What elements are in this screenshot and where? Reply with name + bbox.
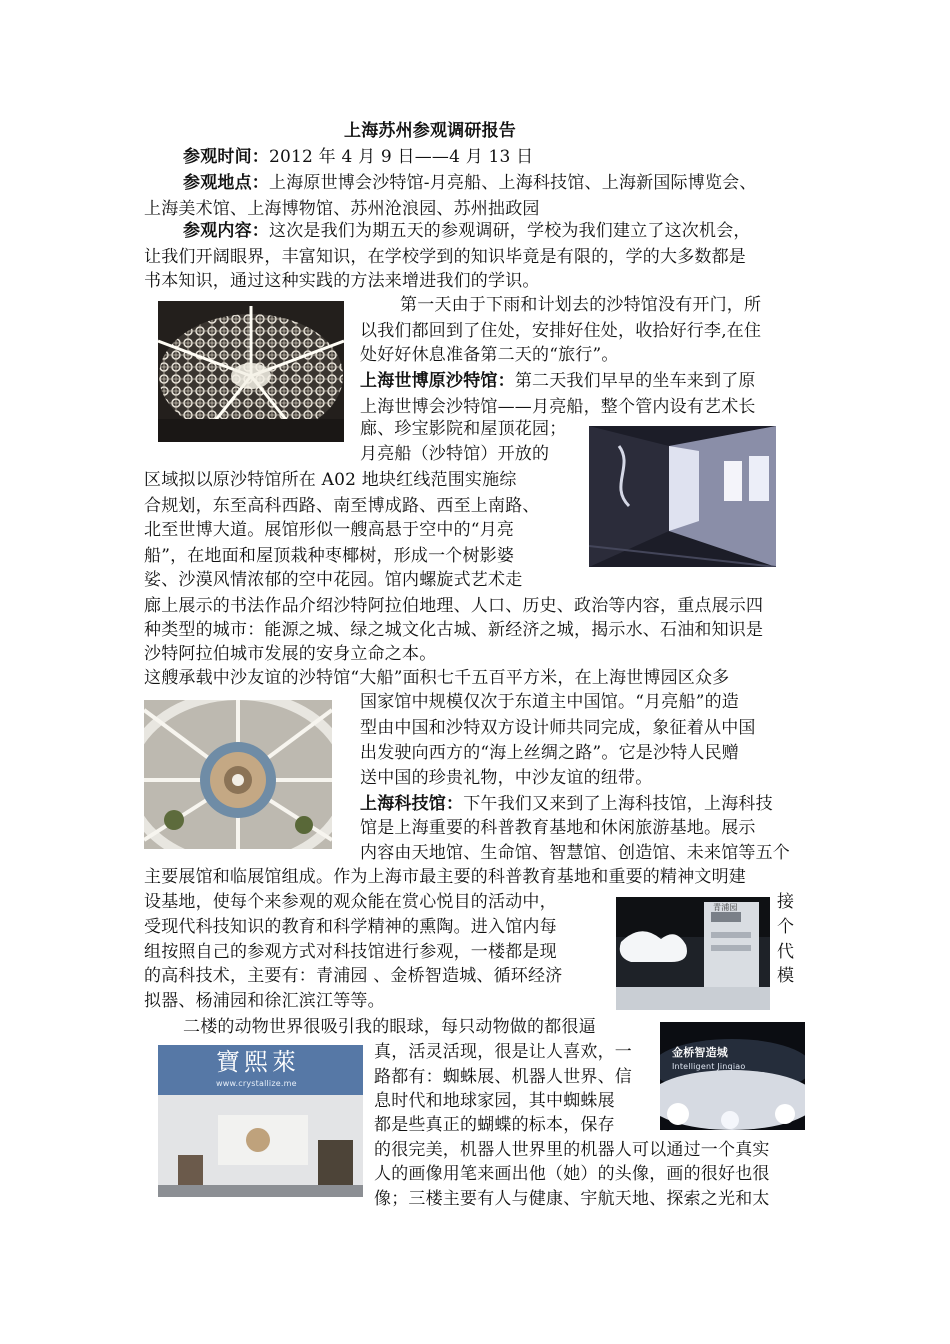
visit-place-text1: 上海原世博会沙特馆-月亮船、上海科技馆、上海新国际博览会、 [269,173,757,193]
floor2-line3: 路都有：蜘蛛展、机器人世界、信 [374,1067,632,1087]
science-right-char-4: 模 [777,966,795,986]
visit-content-label: 参观内容： [183,221,269,241]
page-title: 上海苏州参观调研报告 [344,121,516,141]
science-right-char-1: 接 [777,892,795,912]
science-line1 [360,791,773,817]
science-line5: 设基地，使每个来参观的观众能在赏心悦目的活动中， [144,892,557,912]
saudi-line15: 型由中国和沙特双方设计师共同完成，象征着从中国 [360,718,756,738]
science-line3: 内容由天地馆、生命馆、智慧馆、创造馆、未来馆等五个 [360,843,790,863]
saudi-line17: 送中国的珍贵礼物，中沙友谊的纽带。 [360,768,653,788]
saudi-line8: 船”，在地面和屋顶栽种枣椰树，形成一个树影婆 [144,546,515,566]
visit-place-label: 参观地点： [183,173,269,193]
saudi-line3: 廊、珍宝影院和屋顶花园； [360,419,567,439]
saudi-line2: 上海世博会沙特馆——月亮船，整个管内设有艺术长 [360,397,756,417]
visit-time-label: 参观时间： [183,147,269,167]
floor2-line4: 息时代和地球家园，其中蜘蛛展 [374,1091,615,1111]
fountain-courtyard-photo [144,700,332,849]
saudi-line11: 种类型的城市：能源之城、绿之城文化古城、新经济之城，揭示水、石油和知识是 [144,620,764,640]
city-exhibit-sign: 金桥智造城 [672,1046,728,1059]
floor2-line7: 人的画像用笔来画出他（她）的头像，画的很好也很 [374,1164,770,1184]
saudi-line7: 北至世博大道。展馆形似一艘高悬于空中的“月亮 [144,520,515,540]
visit-time-line [183,144,533,170]
visit-content-line3: 书本知识，通过这种实践的方法来增进我们的学识。 [144,271,540,291]
booth-photo [158,1045,363,1197]
science-right-char-3: 代 [777,942,795,962]
saudi-line6: 合规划，东至高科西路、南至博成路、西至上南路、 [144,496,540,516]
day1-line1: 第一天由于下雨和计划去的沙特馆没有开门，所 [400,295,762,315]
science-text1: 下午我们又来到了上海科技馆，上海科技 [463,794,773,814]
science-line2: 馆是上海重要的科普教育基地和休闲旅游基地。展示 [360,818,756,838]
visit-content-line2: 让我们开阔眼界，丰富知识，在学校学到的知识毕竟是有限的，学的大多数都是 [144,247,746,267]
day1-line3: 处好好休息准备第二天的“旅行”。 [360,345,619,365]
floor2-line2: 真，活灵活现，很是让人喜欢，一 [374,1042,632,1062]
visit-content-line1 [183,218,751,244]
saudi-line12: 沙特阿拉伯城市发展的安身立命之本。 [144,644,437,664]
corridor-photo [589,426,776,567]
science-line6: 受现代科技知识的教育和科学精神的熏陶。进入馆内每 [144,917,557,937]
saudi-label: 上海世博原沙特馆： [360,371,515,391]
science-line9: 拟器、杨浦园和徐汇滨江等等。 [144,991,385,1011]
science-line7: 组按照自己的参观方式对科技馆进行参观，一楼都是现 [144,942,557,962]
floor2-line1: 二楼的动物世界很吸引我的眼球，每只动物做的都很逼 [183,1017,596,1037]
day1-line2: 以我们都回到了住处，安排好住处，收拾好行李,在住 [360,321,762,341]
visit-time-value: 2012 年 4 月 9 日——4 月 13 日 [269,147,534,167]
saudi-line13: 这艘承载中沙友谊的沙特馆“大船”面积七千五百平方米，在上海世博园区众多 [144,668,730,688]
saudi-line14: 国家馆中规模仅次于东道主中国馆。“月亮船”的造 [360,692,739,712]
saudi-text1: 第二天我们早早的坐车来到了原 [514,371,756,391]
visit-place-line2: 上海美术馆、上海博物馆、苏州沧浪园、苏州拙政园 [144,199,540,219]
city-exhibit-sign-en: Intelligent Jinqiao [672,1062,746,1071]
saudi-line1 [360,368,756,394]
saudi-line4: 月亮船（沙特馆）开放的 [360,444,550,464]
floor2-line8: 像；三楼主要有人与健康、宇航天地、探索之光和太 [374,1189,770,1209]
saudi-line10: 廊上展示的书法作品介绍沙特阿拉伯地理、人口、历史、政治等内容，重点展示四 [144,596,764,616]
science-right-char-2: 个 [777,917,795,937]
floor2-line5: 都是些真正的蝴蝶的标本，保存 [374,1115,615,1135]
visit-place-line1 [183,170,757,196]
ceiling-lattice-photo [158,301,344,442]
saudi-line16: 出发驶向西方的“海上丝绸之路”。它是沙特人民赠 [360,743,739,763]
saudi-line9: 娑、沙漠风情浓郁的空中花园。馆内螺旋式艺术走 [144,570,523,590]
booth-sign: 寶熙萊 [216,1048,300,1076]
science-label: 上海科技馆： [360,794,464,814]
visit-content-text1: 这次是我们为期五天的参观调研，学校为我们建立了这次机会， [269,221,751,241]
science-line4: 主要展馆和临展馆组成。作为上海市最主要的科普教育基地和重要的精神文明建 [144,867,746,887]
booth-url: www.crystallize.me [216,1079,297,1088]
saudi-line5: 区域拟以原沙特馆所在 A02 地块红线范围实施综 [144,470,517,490]
exhibit-hall-sign: 青浦园 [713,903,738,912]
science-line8: 的高科技术，主要有：青浦园 、金桥智造城、循环经济 [144,966,563,986]
floor2-line6: 的很完美，机器人世界里的机器人可以通过一个真实 [374,1140,770,1160]
exhibit-hall-photo [616,897,770,1010]
city-exhibit-photo [660,1022,805,1130]
